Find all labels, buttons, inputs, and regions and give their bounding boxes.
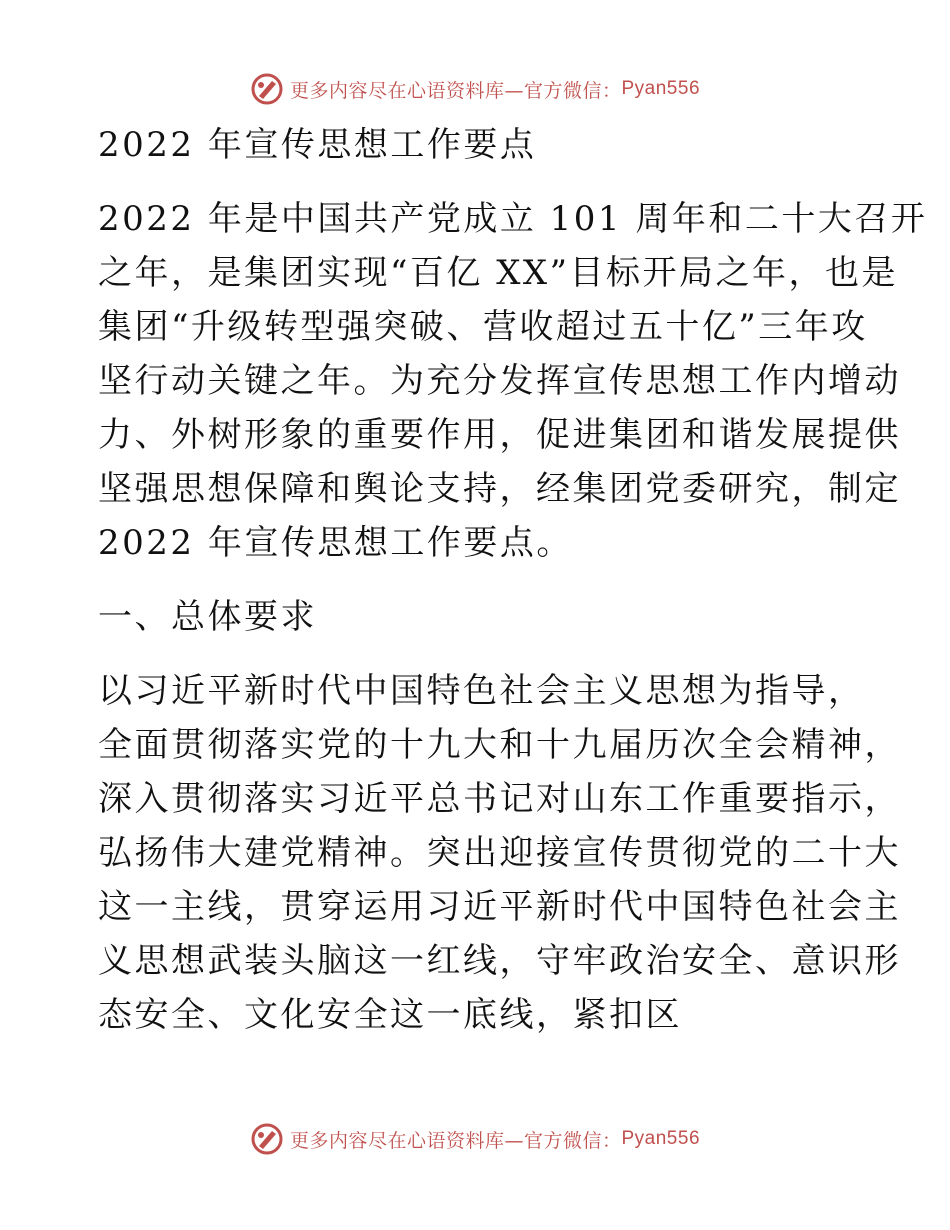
paragraph-line: 力、外树形象的重要作用，促进集团和谐发展提供 [98,415,901,455]
paragraph-line: 以习近平新时代中国特色社会主义思想为指导， [98,671,865,711]
paragraph-line: 2022 年宣传思想工作要点。 [98,523,573,563]
paragraph-line: 2022 年是中国共产党成立 101 周年和二十大召开 [98,199,928,239]
watermark-text: 更多内容尽在心语资料库—官方微信： [289,79,622,102]
paragraph-line: 态安全、文化安全这一底线，紧扣区 [98,995,682,1035]
paragraph-line: 坚行动关键之年。为充分发挥宣传思想工作内增动 [98,361,901,401]
intro-paragraph [98,192,928,570]
document-title: 2022 年宣传思想工作要点 [98,125,537,165]
watermark-header [0,72,950,106]
section-paragraph [98,664,901,1042]
watermark-text: 更多内容尽在心语资料库—官方微信： [289,1129,622,1152]
paragraph-line: 之年，是集团实现“百亿 XX”目标开局之年，也是 [98,253,898,293]
paragraph-line: 全面贯彻落实党的十九大和十九届历次全会精神， [98,725,901,765]
document-body [98,118,928,1042]
section-heading: 一、总体要求 [98,597,317,637]
brand-logo-icon [250,1122,284,1156]
paragraph-line: 义思想武装头脑这一红线，守牢政治安全、意识形 [98,941,901,981]
paragraph-line: 这一主线，贯穿运用习近平新时代中国特色社会主 [98,887,901,927]
watermark-id: Pyan556 [621,78,701,99]
watermark-footer [0,1122,950,1156]
paragraph-line: 集团“升级转型强突破、营收超过五十亿”三年攻 [98,307,868,347]
paragraph-line: 深入贯彻落实习近平总书记对山东工作重要指示， [98,779,901,819]
paragraph-line: 坚强思想保障和舆论支持，经集团党委研究，制定 [98,469,901,509]
brand-logo-icon [250,72,284,106]
watermark-id: Pyan556 [621,1128,701,1149]
paragraph-line: 弘扬伟大建党精神。突出迎接宣传贯彻党的二十大 [98,833,901,873]
